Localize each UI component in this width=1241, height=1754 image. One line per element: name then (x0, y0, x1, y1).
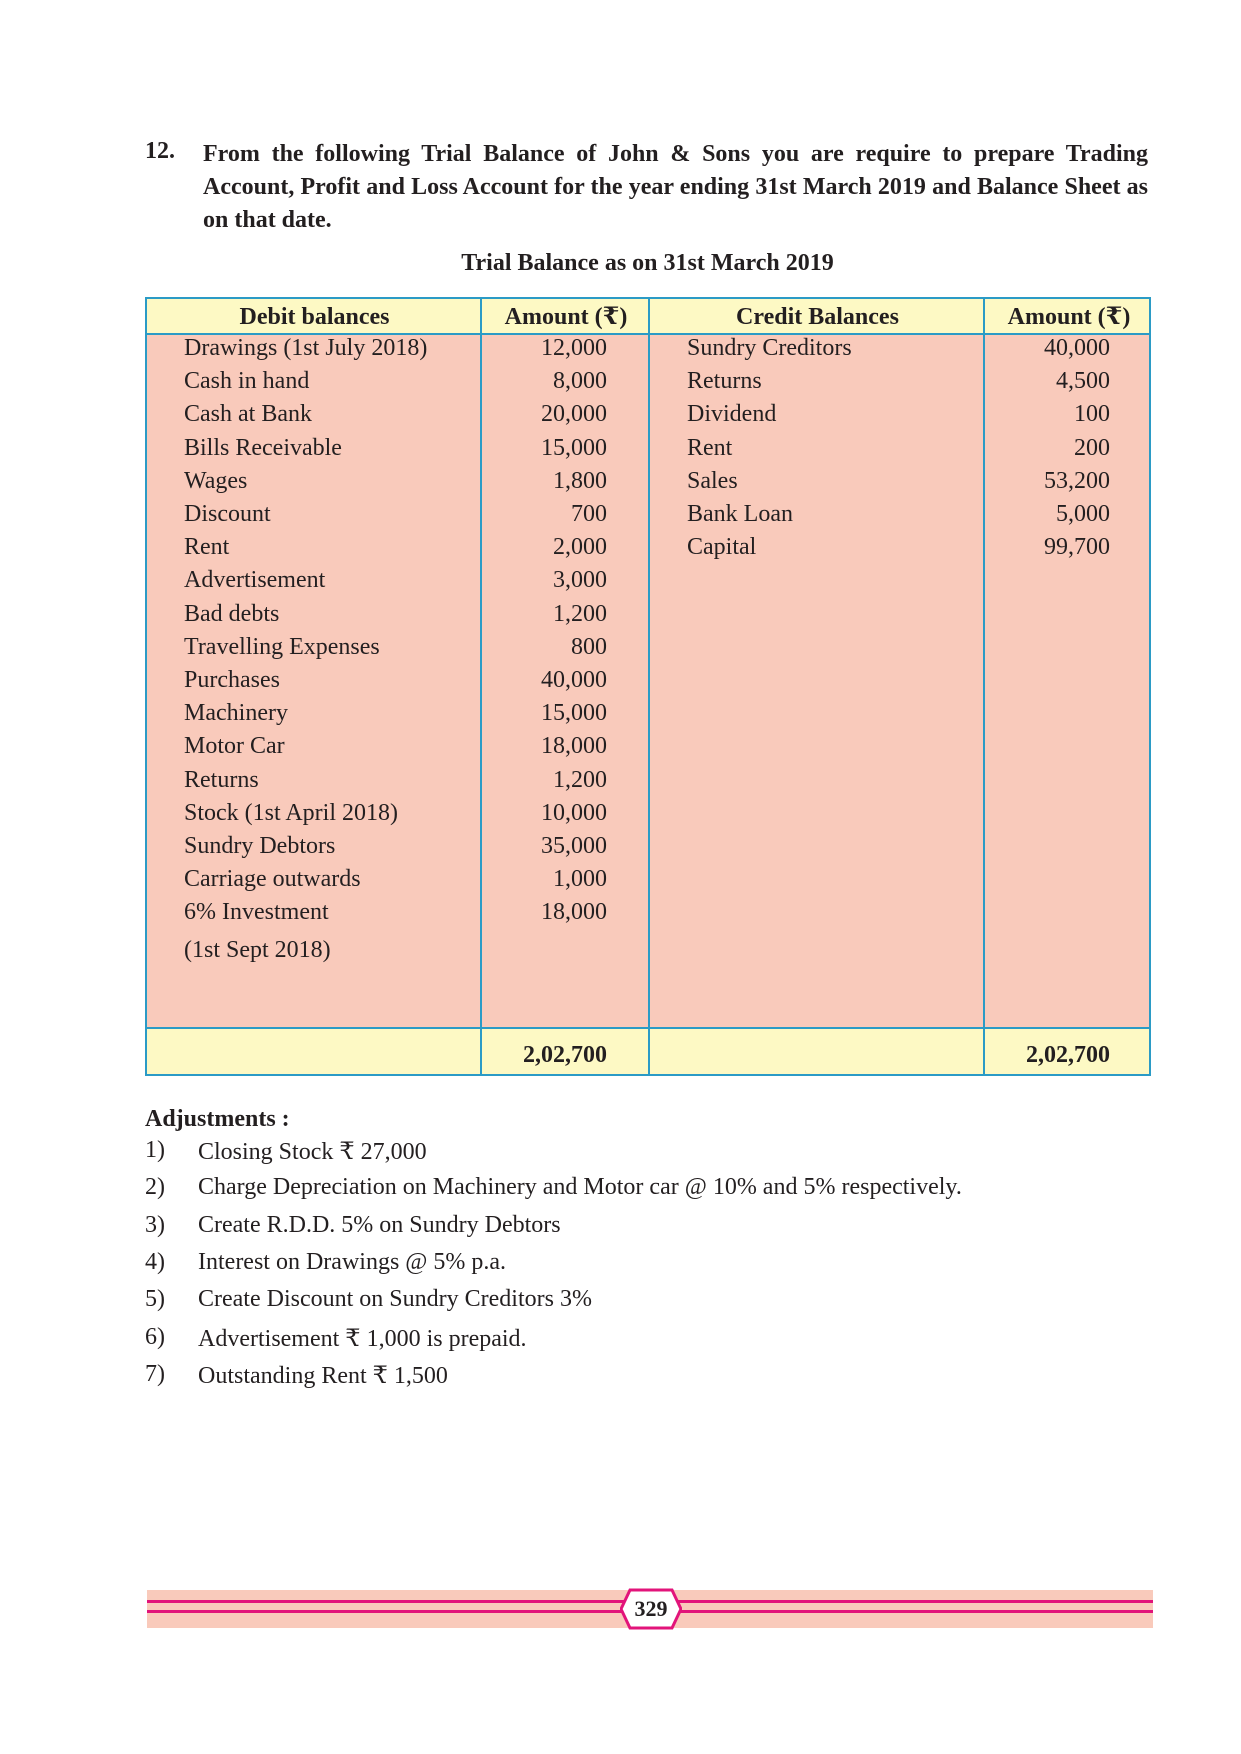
debit-item-name: Rent (184, 534, 230, 561)
debit-item-amount: 10,000 (541, 799, 607, 826)
credit-total: 2,02,700 (1026, 1042, 1110, 1068)
debit-item-amount: 35,000 (541, 833, 607, 859)
adjustment-text: Outstanding Rent ₹ 1,500 (198, 1362, 448, 1389)
question-text: From the following Trial Balance of John & Sons you are require to prepare Trading Account, Profit and Loss Account for the year ending 31st March 2019 and Balance Sheet as on that date. (203, 141, 1148, 233)
debit-item-amount: 1,000 (553, 866, 607, 893)
credit-item-name: Sundry Creditors (687, 335, 852, 361)
debit-item-name: Returns (184, 766, 259, 793)
page-number-badge (620, 1588, 682, 1630)
debit-item-amount: 3,000 (553, 567, 607, 594)
debit-item-amount: 18,000 (541, 899, 607, 926)
debit-item-name: Bad debts (184, 600, 280, 627)
debit-item-name: Cash in hand (184, 368, 310, 395)
debit-item-name: Purchases (184, 667, 280, 693)
credit-amount-header: Amount (₹) (1007, 304, 1131, 330)
debit-item-name: 6% Investment (184, 899, 329, 926)
debit-item-amount: 40,000 (541, 667, 607, 693)
debit-item-name: Travelling Expenses (184, 633, 380, 660)
credit-item-amount: 5,000 (1056, 501, 1110, 527)
debit-item-name: Sundry Debtors (184, 833, 336, 859)
debit-total: 2,02,700 (523, 1042, 607, 1068)
question-number: 12. (145, 138, 175, 164)
debit-amount-header: Amount (₹) (504, 304, 628, 330)
page-number: 329 (634, 1596, 668, 1621)
credit-item-name: Dividend (687, 401, 777, 428)
adjustment-text: Interest on Drawings @ 5% p.a. (198, 1248, 507, 1275)
debit-item-amount: 1,800 (553, 467, 607, 494)
adjustment-number: 3) (145, 1211, 165, 1238)
adjustment-text: Create R.D.D. 5% on Sundry Debtors (198, 1211, 561, 1238)
credit-item-name: Bank Loan (687, 501, 793, 527)
credit-item-amount: 100 (1074, 401, 1110, 428)
trial-balance-table (145, 297, 1151, 1076)
debit-item-amount: 700 (571, 501, 607, 527)
credit-item-name: Sales (687, 467, 738, 494)
debit-item-name: Bills Receivable (184, 434, 342, 461)
credit-item-name: Capital (687, 534, 757, 561)
debit-item-name: (1st Sept 2018) (184, 937, 331, 964)
debit-item-name: Discount (184, 501, 271, 527)
debit-item-amount: 18,000 (541, 733, 607, 760)
adjustment-text: Charge Depreciation on Machinery and Motor car @ 10% and 5% respectively. (198, 1174, 962, 1201)
debit-item-amount: 2,000 (553, 534, 607, 561)
adjustments-title: Adjustments : (145, 1106, 290, 1132)
debit-item-name: Carriage outwards (184, 866, 361, 893)
debit-item-amount: 15,000 (541, 700, 607, 727)
debit-item-name: Advertisement (184, 567, 326, 594)
credit-header: Credit Balances (736, 304, 899, 330)
adjustment-number: 2) (145, 1174, 165, 1201)
debit-item-name: Cash at Bank (184, 401, 312, 428)
debit-item-name: Motor Car (184, 733, 285, 760)
credit-item-amount: 200 (1074, 434, 1110, 461)
trial-balance-title: Trial Balance as on 31st March 2019 (461, 250, 834, 276)
adjustment-number: 4) (145, 1248, 165, 1275)
debit-item-name: Drawings (1st July 2018) (184, 335, 428, 361)
credit-item-amount: 40,000 (1044, 335, 1110, 361)
debit-header: Debit balances (239, 304, 390, 330)
adjustment-text: Closing Stock ₹ 27,000 (198, 1139, 427, 1165)
adjustment-number: 5) (145, 1286, 165, 1313)
credit-item-amount: 53,200 (1044, 467, 1110, 494)
debit-item-name: Stock (1st April 2018) (184, 799, 398, 826)
debit-item-amount: 12,000 (541, 335, 607, 361)
adjustment-text: Advertisement ₹ 1,000 is prepaid. (198, 1325, 527, 1352)
debit-item-amount: 1,200 (553, 600, 607, 627)
credit-item-amount: 4,500 (1056, 368, 1110, 395)
adjustment-text: Create Discount on Sundry Creditors 3% (198, 1286, 592, 1313)
credit-item-name: Returns (687, 368, 762, 395)
credit-item-name: Rent (687, 434, 733, 461)
debit-item-amount: 8,000 (553, 368, 607, 395)
debit-item-amount: 1,200 (553, 766, 607, 793)
debit-item-name: Wages (184, 467, 248, 494)
credit-item-amount: 99,700 (1044, 534, 1110, 561)
adjustment-number: 1) (145, 1137, 165, 1163)
debit-item-amount: 15,000 (541, 434, 607, 461)
debit-item-name: Machinery (184, 700, 288, 727)
adjustment-number: 7) (145, 1360, 165, 1387)
debit-item-amount: 800 (571, 633, 607, 660)
debit-item-amount: 20,000 (541, 401, 607, 428)
adjustment-number: 6) (145, 1323, 165, 1350)
